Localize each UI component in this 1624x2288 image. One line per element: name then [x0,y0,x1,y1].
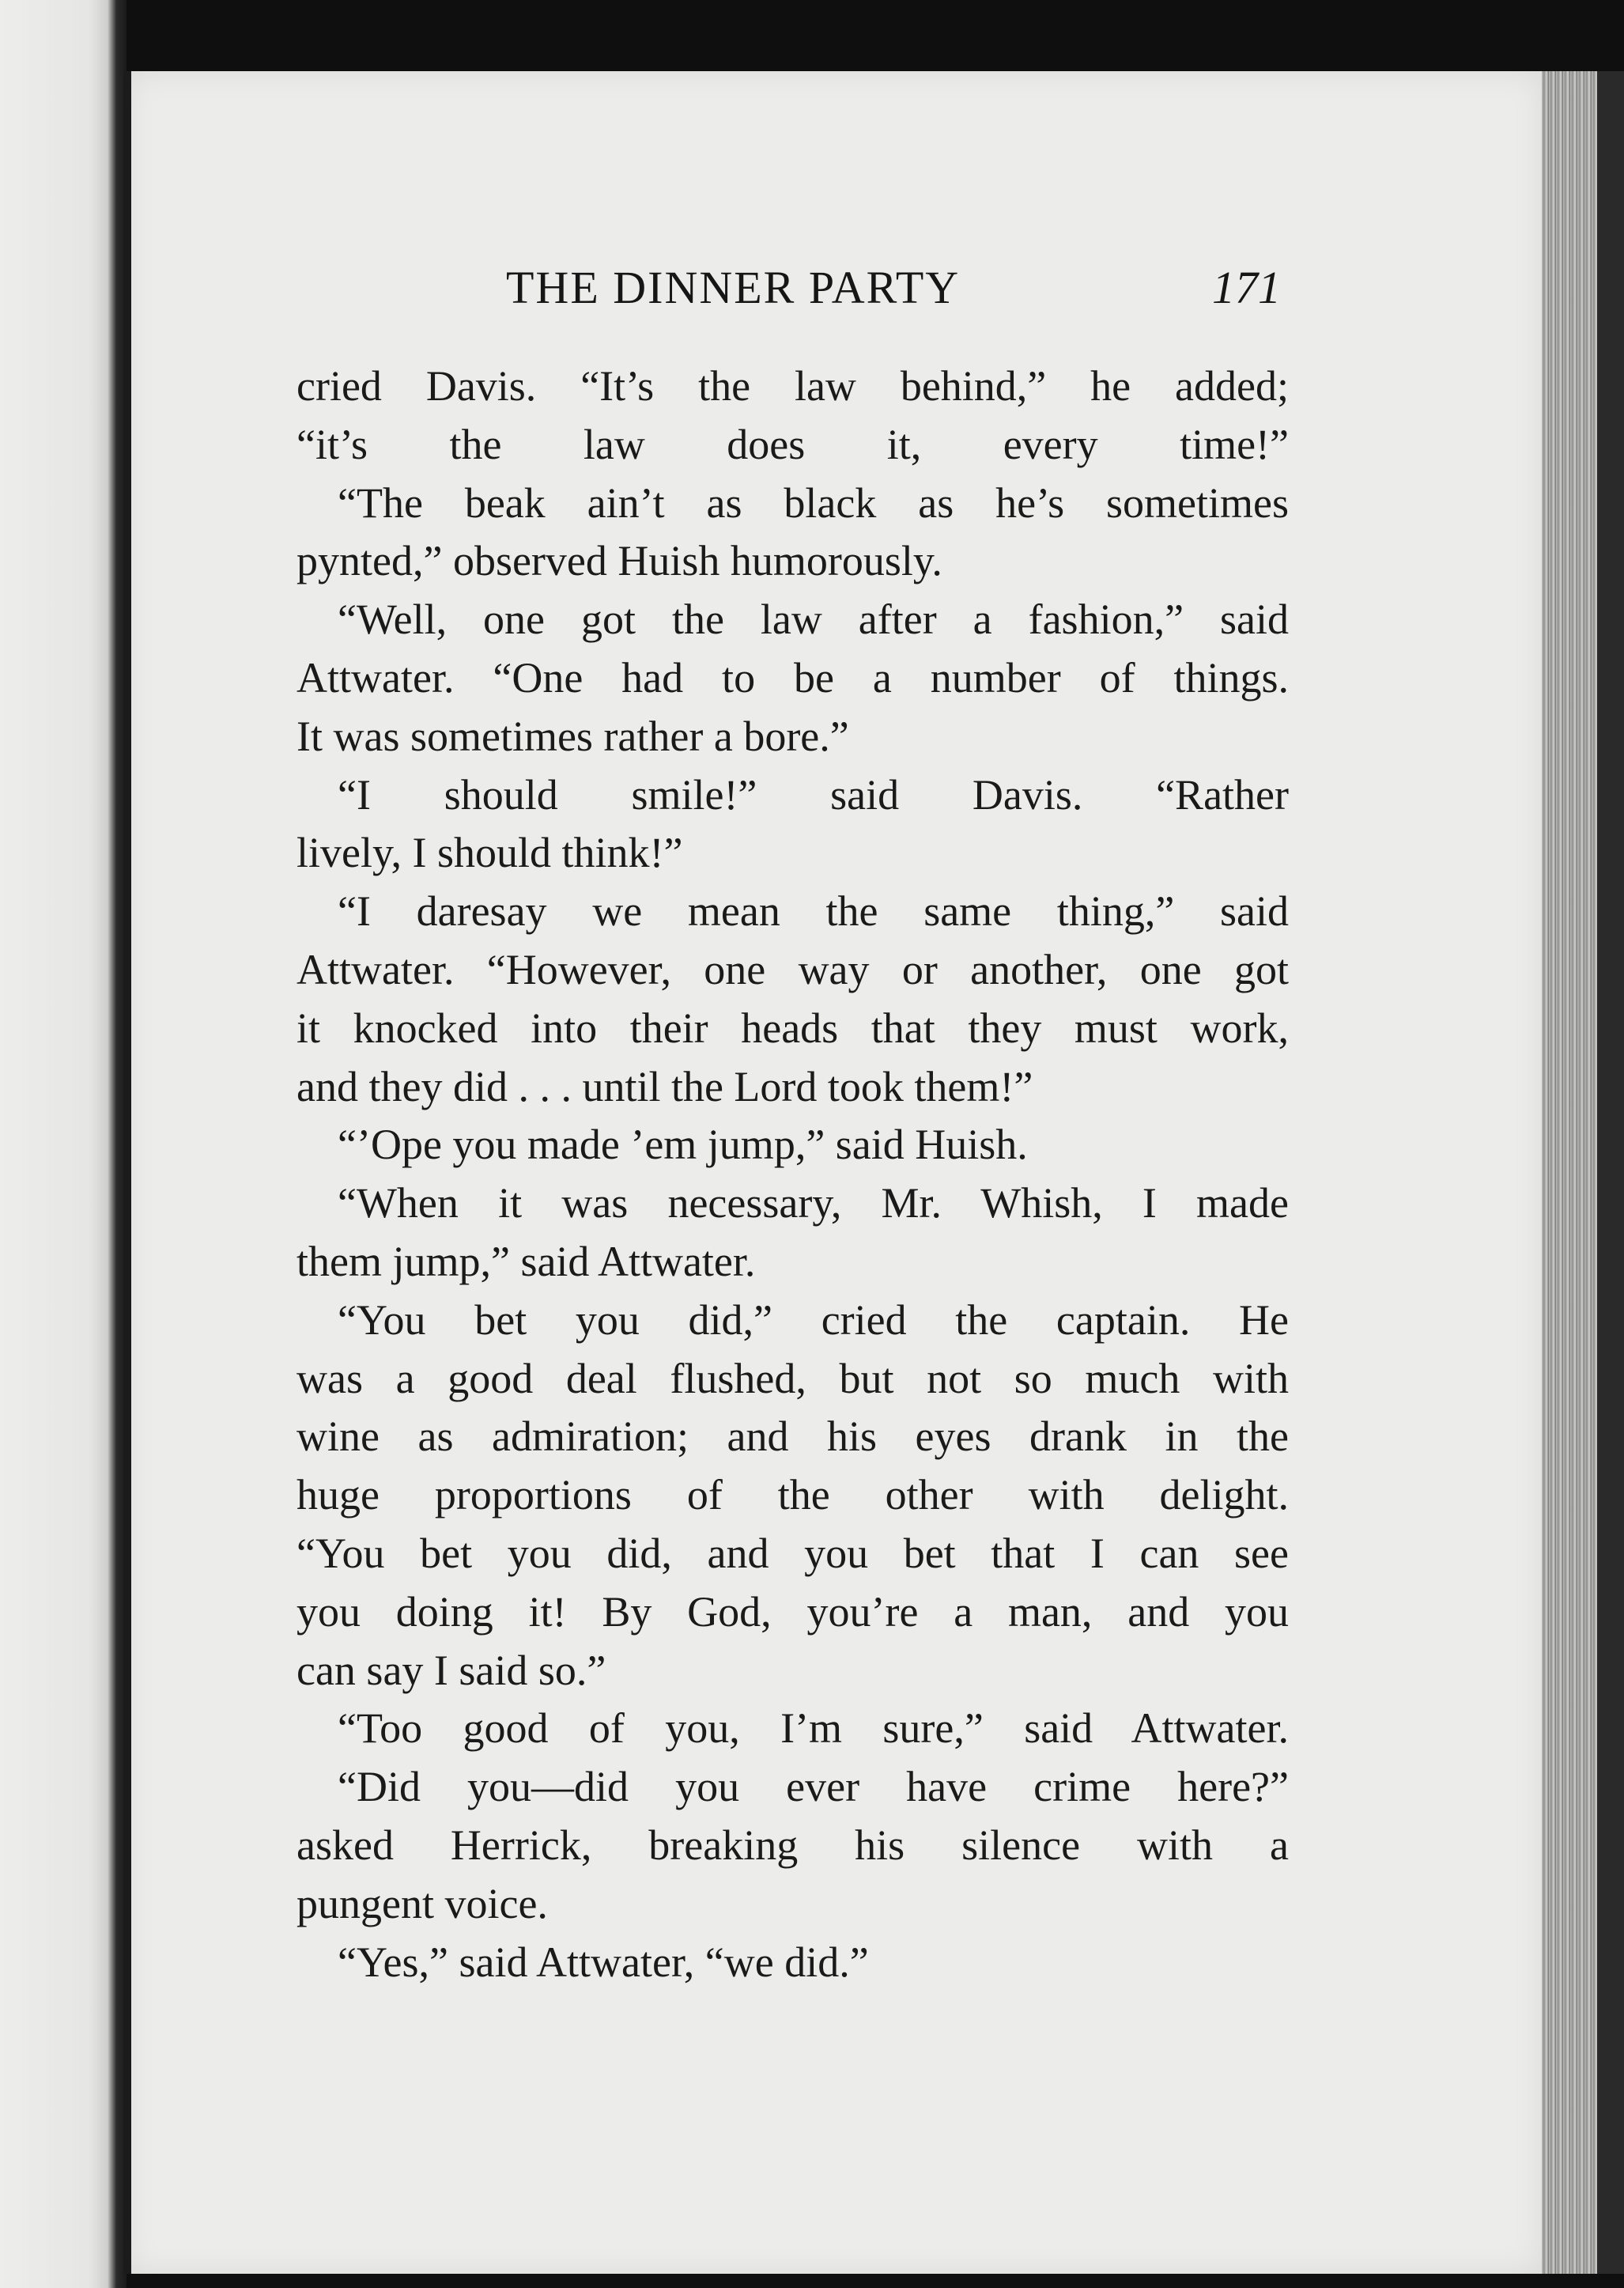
text-line: wine as admiration; and his eyes drank in the [296,1413,1289,1461]
page-header [506,261,1281,324]
text-line: “The beak ain’t as black as he’s sometimes [338,478,1289,527]
text-line: “Too good of you, I’m sure,” said Attwater. [338,1704,1289,1753]
scan-bottom-border [127,2274,1624,2288]
text-line: “’Ope you made ’em jump,” said Huish. [338,1121,1028,1169]
scan-top-border [127,0,1624,71]
running-head: THE DINNER PARTY [506,262,961,313]
text-line: “I should smile!” said Davis. “Rather [338,770,1289,819]
text-line: “Yes,” said Attwater, “we did.” [338,1938,869,1986]
text-line: can say I said so.” [296,1646,606,1694]
text-line: It was sometimes rather a bore.” [296,712,849,760]
text-line: “Well, one got the law after a fashion,” said [338,596,1289,644]
text-line: cried Davis. “It’s the law behind,” he added; [296,362,1289,410]
text-line: lively, I should think!” [296,829,683,877]
text-line: it knocked into their heads that they must work, [296,1004,1289,1052]
text-line: “You bet you did,” cried the captain. He [338,1295,1289,1344]
page-number: 171 [1212,262,1281,313]
text-line: them jump,” said Attwater. [296,1237,756,1285]
text-line: “Did you—did you ever have crime here?” [338,1763,1289,1811]
text-line: asked Herrick, breaking his silence with a [296,1821,1289,1869]
text-line: was a good deal flushed, but not so much with [296,1354,1289,1402]
text-line: “it’s the law does it, every time!” [296,420,1289,468]
body-text [296,357,1289,1991]
text-line: pungent voice. [296,1879,548,1927]
text-line: pynted,” observed Huish humorously. [296,537,942,585]
facing-page-edge [0,0,127,2288]
book-gutter [123,71,131,2274]
text-line: and they did . . . until the Lord took them!” [296,1062,1033,1110]
scan-right-border [1597,71,1624,2274]
text-line: Attwater. “One had to be a number of things. [296,653,1289,702]
text-line: you doing it! By God, you’re a man, and you [296,1587,1289,1636]
text-line: “I daresay we mean the same thing,” said [338,887,1289,936]
text-line: “You bet you did, and you bet that I can see [296,1529,1289,1577]
text-line: huge proportions of the other with delight. [296,1471,1289,1519]
text-line: “When it was necessary, Mr. Whish, I made [338,1179,1289,1227]
text-line: Attwater. “However, one way or another, one got [296,945,1289,993]
